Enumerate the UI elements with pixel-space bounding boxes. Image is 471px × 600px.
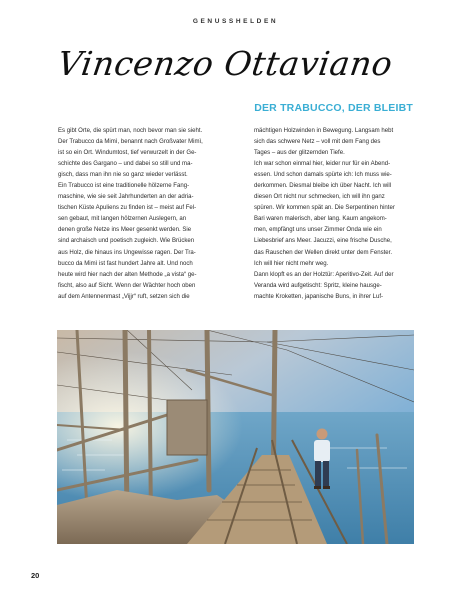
text-line: diesen Ort nicht nur schmecken, ich will ihn ganz	[254, 194, 385, 201]
section-kicker: GENUSSHELDEN	[192, 18, 279, 25]
trabucco-photo	[57, 330, 414, 544]
text-line: Dann klopft es an der Holztür: Aperitivo-Zeit. Auf der	[254, 271, 394, 278]
text-line: ist so ein Ort. Windumtost, tief verwurzelt in der Ge-	[58, 150, 197, 157]
text-line: machte Kroketten, japanische Buns, in ihrer Luf-	[254, 293, 384, 300]
text-line: derkommen. Diesmal bleibe ich über Nacht. Ich will	[254, 183, 392, 190]
text-line: sen gebaut, mit langen hölzernen Auslegern, an	[58, 216, 187, 223]
text-line: gisch, dass man ihn nie so ganz wieder verlässt.	[58, 172, 188, 179]
text-line: essen. Und schon damals spürte ich: Ich muss wie-	[254, 172, 392, 179]
text-line: Es gibt Orte, die spürt man, noch bevor man sie sieht.	[58, 128, 203, 134]
text-line: auf dem Antennenmast „Vijjr“ ruft, setzen sich die	[58, 293, 190, 300]
text-line: denen große Netze ins Meer gesenkt werden. Sie	[58, 227, 192, 234]
text-line: das Rauschen der Wellen direkt unter dem Fenster.	[254, 249, 393, 256]
text-line: Veranda wird aufgetischt: Spritz, kleine hausge-	[254, 282, 382, 289]
text-line: Tages – aus der glitzernden Tiefe.	[254, 150, 345, 157]
text-line: maschine, wie sie seit Jahrhunderten an der adria-	[58, 194, 194, 201]
text-line: schichte des Gargano – und dabei so still und ma-	[58, 161, 193, 168]
text-line: fischt, also auf Sicht. Wenn der Wächter hoch oben	[58, 282, 196, 289]
text-line: heute wird hier nach der alten Methode „a vista“ ge-	[58, 271, 197, 278]
text-line: Ich war schon einmal hier, leider nur für ein Abend-	[254, 161, 391, 168]
text-line: Ein Trabucco ist eine traditionelle hölzerne Fang-	[58, 183, 190, 190]
text-column-left	[58, 126, 222, 303]
text-line: Ich will hier nicht mehr weg.	[254, 260, 329, 267]
text-line: sich das schwere Netz – voll mit dem Fang des	[254, 139, 381, 146]
text-column-right	[254, 126, 418, 303]
text-line: Der Trabucco da Mimì, benannt nach Großvater Mimì,	[58, 139, 203, 146]
text-line: tischen Küste Apuliens zu finden ist – meist auf Fel-	[58, 205, 197, 212]
page-number: 20	[31, 571, 40, 580]
text-line: Bari waren malerisch, aber lang. Kaum angekom-	[254, 216, 387, 223]
article-subtitle: DER TRABUCCO, DER BLEIBT	[254, 102, 413, 114]
text-line: Liebesbrief ans Meer. Jacuzzi, eine frische Dusche,	[254, 238, 392, 245]
text-line: mächtigen Holzwinden in Bewegung. Langsam hebt	[254, 128, 394, 134]
text-line: spüren. Wir kommen spät an. Die Serpentinen hinter	[254, 205, 395, 212]
text-line: aus Holz, die hinaus ins Ungewisse ragen. Der Tra-	[58, 249, 196, 256]
text-line: men, empfängt uns unser Zimmer Onda wie ein	[254, 227, 382, 234]
article-title-name: Vincenzo Ottaviano	[55, 44, 396, 83]
text-line: sind archaisch und poetisch zugleich. Wie Brücken	[58, 238, 195, 245]
text-line: bucco da Mimì ist fast hundert Jahre alt. Und noch	[58, 260, 193, 267]
